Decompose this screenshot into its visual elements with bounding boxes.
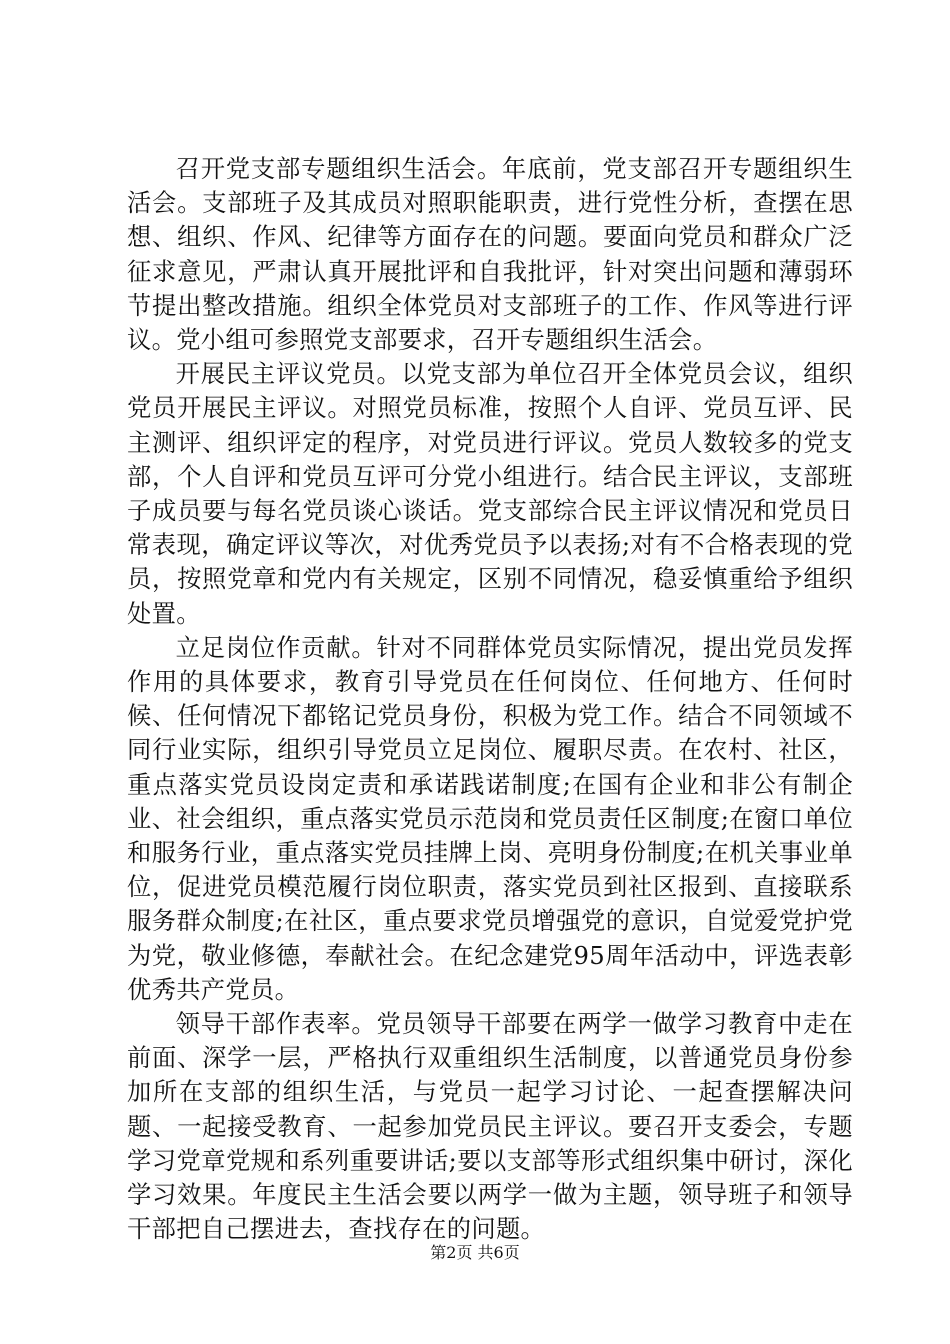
page-number-footer: 第2页 共6页 xyxy=(430,1243,520,1262)
paragraph-democratic-evaluation: 开展民主评议党员。以党支部为单位召开全体党员会议，组织党员开展民主评议。对照党员标准，按照个人自评、党员互评、民主测评、组织评定的程序，对党员进行评议。党员人数较多的党支部，个人自评和党员互评可分党小组进行。结合民主评议，支部班子成员要与每名党员谈心谈话。党支部综合民主评议情况和党员日常表现，确定评议等次，对优秀党员予以表扬;对有不合格表现的党员，按照党章和党内有关规定，区别不同情况，稳妥慎重给予组织处置。 xyxy=(127,359,853,628)
paragraph-post-contribution: 立足岗位作贡献。针对不同群体党员实际情况，提出党员发挥作用的具体要求，教育引导党员在任何岗位、任何地方、任何时候、任何情况下都铭记党员身份，积极为党工作。结合不同领域不同行业实际，组织引导党员立足岗位、履职尽责。在农村、社区，重点落实党员设岗定责和承诺践诺制度;在国有企业和非公有制企业、社会组织，重点落实党员示范岗和党员责任区制度;在窗口单位和服务行业，重点落实党员挂牌上岗、亮明身份制度;在机关事业单位，促进党员模范履行岗位职责，落实党员到社区报到、直接联系服务群众制度;在社区，重点要求党员增强党的意识，自觉爱党护党为党，敬业修德，奉献社会。在纪念建党95周年活动中，评选表彰优秀共产党员。 xyxy=(127,632,853,1004)
document-body xyxy=(127,152,853,1247)
paragraph-leader-example: 领导干部作表率。党员领导干部要在两学一做学习教育中走在前面、深学一层，严格执行双重组织生活制度，以普通党员身份参加所在支部的组织生活，与党员一起学习讨论、一起查摆解决问题、一起接受教育、一起参加党员民主评议。要召开支委会，专题学习党章党规和系列重要讲话;要以支部等形式组织集中研讨，深化学习效果。年度民主生活会要以两学一做为主题，领导班子和领导干部把自己摆进去，查找存在的问题。 xyxy=(127,1009,853,1244)
paragraph-organization-meeting: 召开党支部专题组织生活会。年底前，党支部召开专题组织生活会。支部班子及其成员对照职能职责，进行党性分析，查摆在思想、组织、作风、纪律等方面存在的问题。要面向党员和群众广泛征求意见，严肃认真开展批评和自我批评，针对突出问题和薄弱环节提出整改措施。组织全体党员对支部班子的工作、作风等进行评议。党小组可参照党支部要求，召开专题组织生活会。 xyxy=(127,154,853,355)
